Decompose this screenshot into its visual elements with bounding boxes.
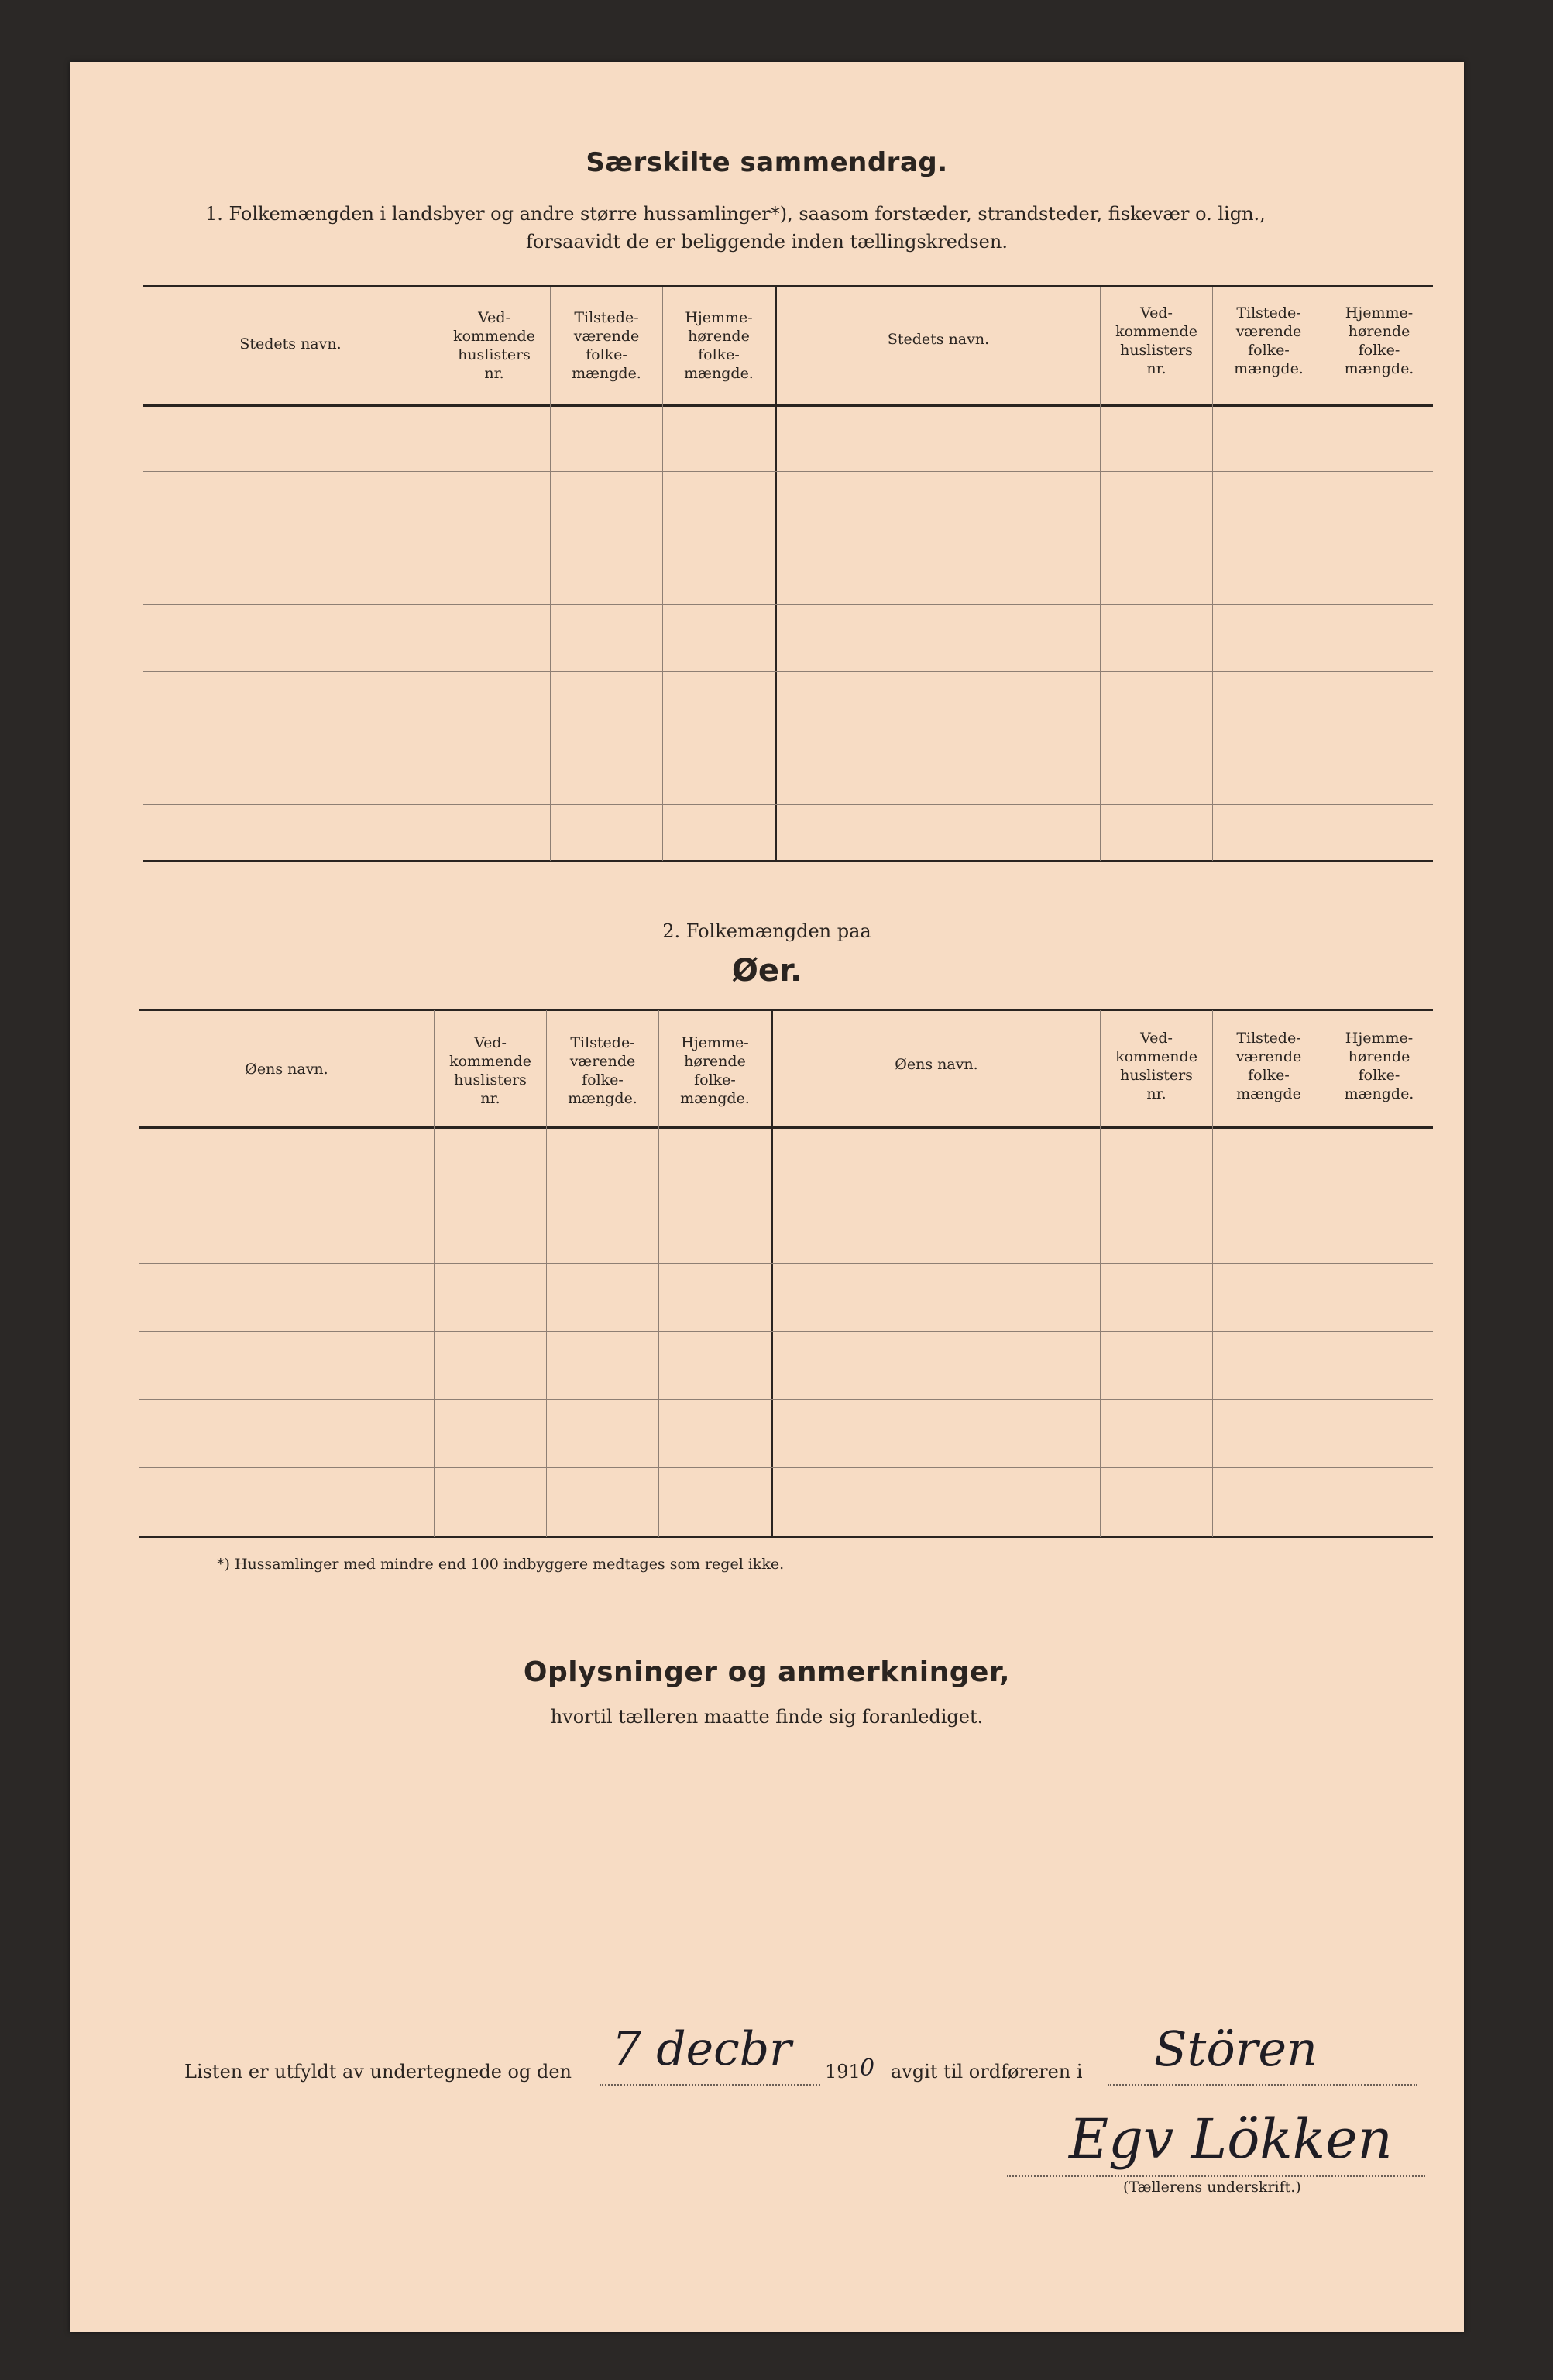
certification-text-b: avgit til ordføreren i: [891, 2061, 1083, 2082]
year-prefix: 191: [825, 2061, 861, 2082]
footnote: *) Hussamlinger med mindre end 100 indbyggere medtages som regel ikke.: [217, 1556, 785, 1573]
remarks-title: Oplysninger og anmerkninger,: [523, 1656, 1011, 1688]
column-header-island-name: Øens navn.: [245, 1061, 328, 1078]
column-header-island-household-list-nr-right: Ved- kommende huslisters nr.: [1115, 1030, 1197, 1102]
section1-description-line2: forsaavidt de er beliggende inden tællingskredsen.: [526, 231, 1008, 253]
column-header-island-resident-population-right: Hjemme- hørende folke- mængde.: [1344, 1030, 1414, 1102]
column-header-place-name-right: Stedets navn.: [887, 331, 990, 348]
section1-description-line1: 1. Folkemængden i landsbyer og andre større hussamlinger*), saasom forstæder, strandsteder, fiskevær o. lign.,: [205, 203, 1266, 225]
place-field-line: [1108, 2076, 1417, 2086]
column-header-resident-population: Hjemme- hørende folke- mængde.: [684, 309, 754, 382]
remarks-subtitle: hvortil tælleren maatte finde sig foranlediget.: [550, 1706, 984, 1728]
column-header-island-present-population-right: Tilstede- værende folke- mængde: [1235, 1030, 1302, 1102]
column-header-present-population-right: Tilstede- værende folke- mængde.: [1234, 304, 1304, 377]
handwritten-signature: Egv Lökken: [1069, 2107, 1393, 2171]
handwritten-year-digit: 0: [860, 2055, 875, 2082]
section2-heading: 2. Folkemængden paa: [662, 920, 871, 942]
signature-caption: (Tællerens underskrift.): [1123, 2179, 1301, 2196]
column-header-island-resident-population: Hjemme- hørende folke- mængde.: [680, 1034, 750, 1107]
handwritten-date: 7 decbr: [612, 2022, 792, 2076]
column-header-island-name-right: Øens navn.: [895, 1056, 978, 1073]
page-title: Særskilte sammendrag.: [586, 147, 948, 178]
column-header-present-population: Tilstede- værende folke- mængde.: [572, 309, 641, 382]
column-header-place-name: Stedets navn.: [239, 335, 342, 353]
column-header-island-present-population: Tilstede- værende folke- mængde.: [568, 1034, 637, 1107]
section2-subheading: Øer.: [731, 953, 802, 989]
column-header-household-list-nr-right: Ved- kommende huslisters nr.: [1115, 304, 1197, 377]
date-field-line: [600, 2076, 820, 2086]
census-form-page: [70, 62, 1464, 2332]
column-header-household-list-nr: Ved- kommende huslisters nr.: [453, 309, 535, 382]
handwritten-place: Stören: [1154, 2021, 1318, 2077]
certification-text-a: Listen er utfyldt av undertegnede og den: [184, 2061, 572, 2082]
column-header-resident-population-right: Hjemme- hørende folke- mængde.: [1344, 304, 1414, 377]
column-header-island-household-list-nr: Ved- kommende huslisters nr.: [449, 1034, 531, 1107]
